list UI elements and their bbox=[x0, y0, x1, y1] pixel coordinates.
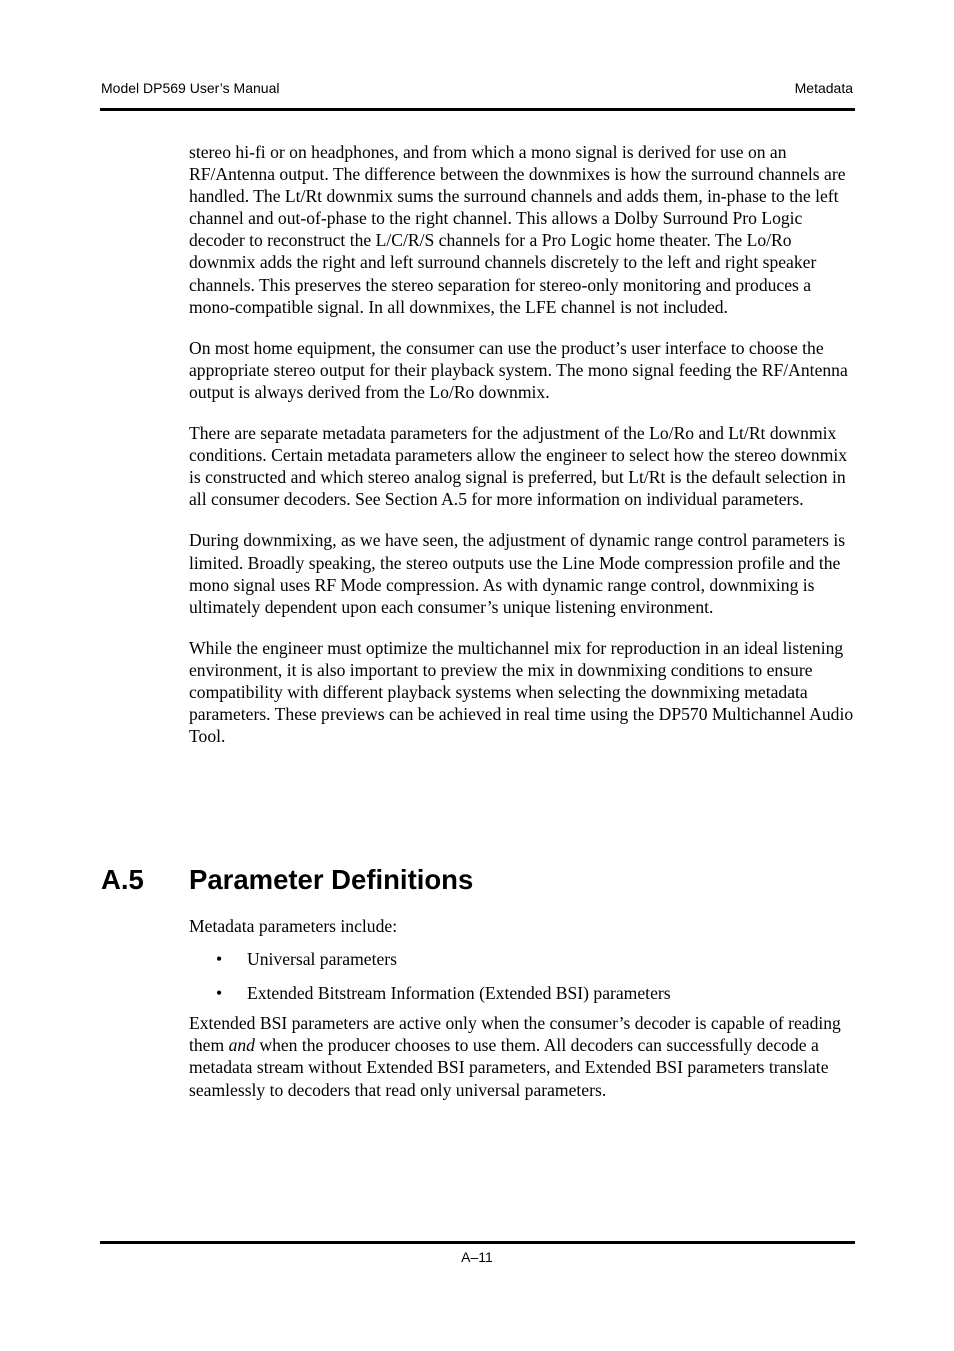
page-header bbox=[101, 80, 853, 100]
list-item bbox=[189, 982, 855, 1004]
text-span: Extended BSI parameters are active only when the consumer’s decoder is capable of reading them bbox=[189, 1013, 841, 1056]
section-body bbox=[189, 915, 855, 1101]
section-number: A.5 bbox=[101, 864, 144, 895]
list-item-text: Extended Bitstream Information (Extended BSI) parameters bbox=[247, 983, 671, 1004]
header-rule bbox=[100, 107, 855, 111]
section-heading bbox=[101, 862, 851, 898]
paragraph-home-equipment: On most home equipment, the consumer can use the product’s user interface to choose the appropriate stereo output for their playback system. The mono signal feeding the RF/Antenna output is always derived from the Lo/Ro downmix. bbox=[189, 337, 848, 402]
chapter-title: Metadata bbox=[794, 80, 853, 96]
body-text bbox=[189, 141, 855, 747]
section-intro: Metadata parameters include: bbox=[189, 916, 398, 936]
paragraph-preview: While the engineer must optimize the multichannel mix for reproduction in an ideal listening environment, it is also important to preview the mix in downmixing conditions to ensure compatibility with different playback systems when selecting the downmixing metadata parameters. These previews can be achieved in real time using the DP570 Multichannel Audio Tool. bbox=[189, 637, 854, 747]
parameter-list bbox=[189, 948, 855, 1004]
list-item-text: Universal parameters bbox=[247, 949, 397, 970]
page-number: A–11 bbox=[461, 1249, 493, 1265]
bullet-icon: • bbox=[216, 949, 223, 970]
paragraph-dynamic-range: During downmixing, as we have seen, the adjustment of dynamic range control parameters is limited. Broadly speaking, the stereo outputs use the Line Mode compression profile and the mono signal uses RF Mode compression. As with dynamic range control, downmixing is ultimately dependent upon each consumer’s unique listening environment. bbox=[189, 530, 846, 617]
paragraph-extended-bsi bbox=[189, 1012, 855, 1100]
emphasis-text: and bbox=[228, 1035, 255, 1056]
bullet-icon: • bbox=[216, 983, 223, 1004]
paragraph-downmix-differences: stereo hi-fi or on headphones, and from which a mono signal is derived for use on an RF/Antenna output. The difference between the downmixes is how the surround channels are handled. The Lt/Rt downmix sums the surround channels and adds them, in-phase to the left channel and out-of-phase to the right channel. This allows a Dolby Surround Pro Logic decoder to reconstruct the L/C/R/S channels for a Pro Logic home theater. The Lo/Ro downmix adds the right and left surround channels discretely to the left and right speaker channels. This preserves the stereo separation for stereo-only monitoring and produces a mono-compatible signal. In all downmixes, the LFE channel is not included. bbox=[189, 142, 846, 317]
footer-rule bbox=[100, 1240, 855, 1244]
section-title: Parameter Definitions bbox=[189, 864, 474, 895]
paragraph-separate-parameters: There are separate metadata parameters for the adjustment of the Lo/Ro and Lt/Rt downmix conditions. Certain metadata parameters allow the engineer to select how the stereo downmix is constructed and which stereo analog signal is preferred, but Lt/Rt is the default selection in all consumer decoders. See Section A.5 for more information on individual parameters. bbox=[189, 423, 848, 510]
manual-title: Model DP569 User’s Manual bbox=[101, 80, 280, 96]
text-span: when the producer chooses to use them. All decoders can successfully decode a metadata stream without Extended BSI parameters, and Extended BSI parameters translate seamlessly to decoders that read only universal parameters. bbox=[189, 1035, 829, 1100]
list-item bbox=[189, 948, 855, 970]
